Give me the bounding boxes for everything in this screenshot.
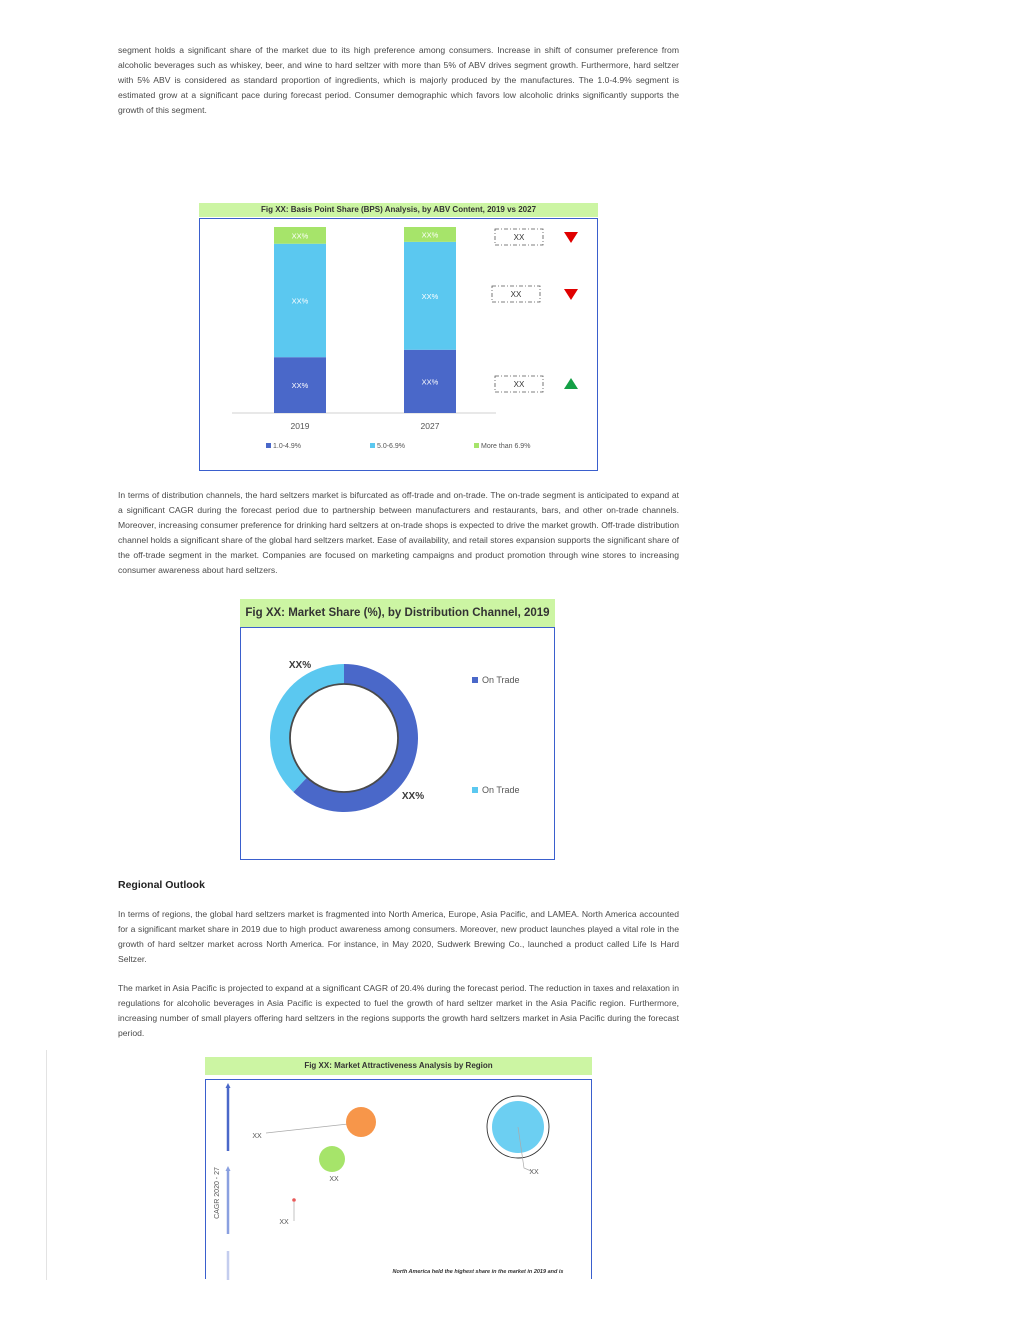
paragraph-regions: In terms of regions, the global hard seltzers market is fragmented into North America, Europe, Asia Pacific, and LAMEA. North America accounted for a significant market share in 2019 due to high product awareness among consumers. Moreover, new product launches played a vital role in the growth of hard seltzer market across North America. For instance, in May 2020, Sudwerk Brewing Co., launched a product called Life Is Hard Seltzer. [118, 909, 679, 964]
bps-x-tick-2019: 2019 [290, 421, 310, 431]
page-left-rule [46, 1050, 47, 1280]
bps-legend-label-1: 5.0-6.9% [377, 443, 406, 450]
bps-change-box-label-1: XX [510, 290, 522, 299]
bubble-y-axis-arrow-1 [226, 1083, 231, 1088]
bubble-label-0: XX [252, 1133, 262, 1140]
donut-legend-label-1: On Trade [482, 785, 520, 795]
donut-legend-label-0: On Trade [482, 675, 520, 685]
paragraph-distribution: In terms of distribution channels, the hard seltzers market is bifurcated as off-trade and on-trade. The on-trade segment is anticipated to expand at a significant CAGR during the forecast period due to partnership between manufacturers and restaurants, bars, and other on-trade channels. Moreover, increasing consumer preference for drinking hard seltzers at on-trade shops is expected to drive the market growth. Off-trade distribution channel holds a significant share of the global hard seltzers market. Ease of availability, and retail stores expansion supports the significant share of the off-trade segment in the market. Companies are focused on marketing campaigns and product promotion through wine stores to increasing consumer awareness about hard seltzers. [118, 490, 679, 575]
bps-change-arrow-1 [564, 289, 578, 300]
bubble-y-axis-arrow-2 [226, 1166, 231, 1171]
bps-bar-label-2019-0: XX% [291, 381, 309, 391]
bps-legend-swatch-0 [266, 443, 271, 448]
bubble-annotation: North America held the highest share in the market in 2019 and is [392, 1269, 564, 1275]
fig-attractiveness-chart [205, 1079, 592, 1279]
bps-bar-label-2019-2: XX% [291, 231, 309, 241]
bps-legend-swatch-1 [370, 443, 375, 448]
bps-bar-label-2027-0: XX% [421, 377, 439, 387]
donut-label-ontrade: XX% [401, 791, 425, 802]
bps-legend-swatch-2 [474, 443, 479, 448]
fig-bps-title: Fig XX: Basis Point Share (BPS) Analysis, by ABV Content, 2019 vs 2027 [199, 203, 598, 217]
bps-change-arrow-0 [564, 232, 578, 243]
fig-distribution-title: Fig XX: Market Share (%), by Distribution Channel, 2019 [240, 599, 555, 627]
fig-attractiveness-title: Fig XX: Market Attractiveness Analysis by Region [205, 1057, 592, 1075]
bps-change-arrow-2 [564, 378, 578, 389]
bps-change-box-label-2: XX [513, 380, 525, 389]
bps-legend-label-2: More than 6.9% [481, 443, 531, 450]
donut-legend-swatch-0 [472, 677, 478, 683]
donut-label-offtrade: XX% [288, 660, 312, 671]
section-heading-regional-outlook: Regional Outlook [118, 879, 205, 891]
bubble-2 [292, 1198, 296, 1202]
bps-x-tick-2027: 2027 [420, 421, 440, 431]
paragraph-asia-pacific: The market in Asia Pacific is projected to expand at a significant CAGR of 20.4% during the forecast period. The reduction in taxes and relaxation in regulations for alcoholic beverages in Asia Pacific is expected to fuel the growth of hard seltzer market in the Asia Pacific region. Furthermore, increasing number of small players offering hard seltzers in the regions supports the growth hard seltzers market in Asia Pacific during the forecast period. [118, 983, 679, 1038]
bps-stacked-bar-svg [200, 219, 597, 470]
fig-bps-chart [199, 218, 598, 471]
donut-inner-circle [290, 684, 398, 792]
bubble-label-1: XX [329, 1176, 339, 1183]
bps-legend-label-0: 1.0-4.9% [273, 443, 302, 450]
bubble-0 [346, 1107, 376, 1137]
bubble-y-axis-label: CAGR 2020 - 27 [214, 1167, 221, 1219]
paragraph-abv-segment: segment holds a significant share of the market due to its high preference among consumers. Increase in shift of consumer preference from alcoholic beverages such as whiskey, beer, and wine to hard seltzer with more than 5% of ABV drives segment growth. Furthermore, hard seltzer with 5% ABV is considered as standard proportion of ingredients, which is majorly produced by the manufactures. The 1.0-4.9% segment is estimated grow at a significant pace during forecast period. Consumer demographic which favors low alcoholic drinks significantly supports the growth of this segment. [118, 45, 679, 115]
donut-legend-swatch-1 [472, 787, 478, 793]
distribution-donut-svg [241, 628, 554, 859]
bubble-label-3: XX [529, 1169, 539, 1176]
bps-bar-label-2019-1: XX% [291, 296, 309, 306]
attractiveness-bubble-svg [206, 1080, 591, 1280]
bps-change-box-label-0: XX [513, 233, 525, 242]
bps-bar-label-2027-1: XX% [421, 291, 439, 301]
bps-bar-label-2027-2: XX% [421, 230, 439, 240]
bubble-1 [319, 1146, 345, 1172]
bubble-label-2: XX [279, 1219, 289, 1226]
bubble-leader-0 [266, 1124, 348, 1133]
fig-distribution-chart [240, 627, 555, 860]
